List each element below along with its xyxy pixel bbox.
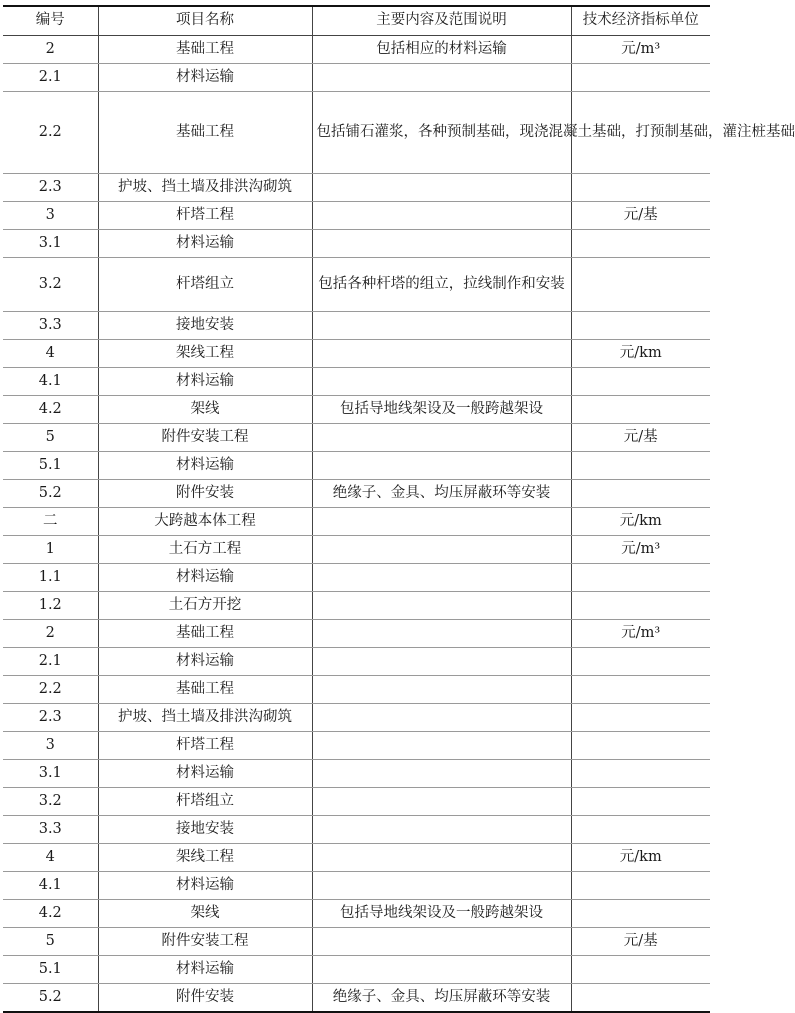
cell-item-name: 架线工程: [98, 844, 312, 872]
cell-unit: [571, 704, 710, 732]
table-row: [3, 91, 710, 173]
cell-item-name: 大跨越本体工程: [98, 508, 312, 536]
table-row: [3, 312, 710, 340]
table-row: [3, 396, 710, 424]
table-row: [3, 424, 710, 452]
cell-unit: [571, 452, 710, 480]
cell-unit: [571, 648, 710, 676]
cell-item-name: 基础工程: [98, 35, 312, 63]
header-item-name: 项目名称: [98, 6, 312, 35]
cell-unit: [571, 676, 710, 704]
cell-description: 包括导地线架设及一般跨越架设: [312, 396, 571, 424]
cell-description: [312, 956, 571, 984]
header-number: 编号: [3, 6, 98, 35]
table-row: [3, 173, 710, 201]
cell-item-name: 土石方工程: [98, 536, 312, 564]
cell-description: [312, 229, 571, 257]
cell-unit: [571, 564, 710, 592]
cell-description: 包括各种杆塔的组立，拉线制作和安装: [312, 257, 571, 312]
table-row: [3, 760, 710, 788]
cell-item-name: 基础工程: [98, 91, 312, 173]
cell-unit: [571, 63, 710, 91]
cell-item-name: 架线: [98, 900, 312, 928]
table-row: [3, 816, 710, 844]
cell-description: [312, 340, 571, 368]
cell-number: 2.2: [3, 91, 98, 173]
cell-unit: [571, 872, 710, 900]
cell-description: [312, 424, 571, 452]
cell-unit: 元/基: [571, 201, 710, 229]
cell-number: 二: [3, 508, 98, 536]
cell-number: 3.1: [3, 760, 98, 788]
cell-unit: [571, 816, 710, 844]
table-row: [3, 844, 710, 872]
table-row: [3, 480, 710, 508]
cell-item-name: 材料运输: [98, 63, 312, 91]
cell-number: 2: [3, 620, 98, 648]
cell-item-name: 材料运输: [98, 452, 312, 480]
table-row: [3, 257, 710, 312]
cell-number: 1.2: [3, 592, 98, 620]
cell-number: 3: [3, 201, 98, 229]
table-row: [3, 564, 710, 592]
cell-description: [312, 816, 571, 844]
cell-description: [312, 452, 571, 480]
cell-number: 1.1: [3, 564, 98, 592]
cell-unit: 元/km: [571, 340, 710, 368]
cell-number: 3: [3, 732, 98, 760]
table-row: [3, 648, 710, 676]
table-row: [3, 368, 710, 396]
cell-unit: [571, 368, 710, 396]
cell-item-name: 护坡、挡土墙及排洪沟砌筑: [98, 173, 312, 201]
cell-description: [312, 788, 571, 816]
cell-item-name: 土石方开挖: [98, 592, 312, 620]
cell-number: 5.2: [3, 480, 98, 508]
cell-item-name: 护坡、挡土墙及排洪沟砌筑: [98, 704, 312, 732]
cell-unit: [571, 480, 710, 508]
cell-item-name: 材料运输: [98, 760, 312, 788]
cell-number: 5.1: [3, 452, 98, 480]
cell-description: 绝缘子、金具、均压屏蔽环等安装: [312, 480, 571, 508]
cell-number: 5: [3, 424, 98, 452]
cell-unit: [571, 788, 710, 816]
table-row: [3, 928, 710, 956]
cell-unit: [571, 312, 710, 340]
cell-item-name: 杆塔组立: [98, 788, 312, 816]
cell-unit: 元/基: [571, 928, 710, 956]
cell-item-name: 基础工程: [98, 676, 312, 704]
table-row: [3, 984, 710, 1013]
cell-description: [312, 732, 571, 760]
cell-description: 绝缘子、金具、均压屏蔽环等安装: [312, 984, 571, 1013]
table-row: [3, 704, 710, 732]
cell-number: 5.1: [3, 956, 98, 984]
cell-item-name: 接地安装: [98, 312, 312, 340]
cell-item-name: 基础工程: [98, 620, 312, 648]
cell-number: 5.2: [3, 984, 98, 1013]
cell-description: [312, 63, 571, 91]
cell-description: [312, 648, 571, 676]
cell-unit: [571, 900, 710, 928]
cell-description: [312, 760, 571, 788]
cell-description: 包括相应的材料运输: [312, 35, 571, 63]
cell-item-name: 杆塔组立: [98, 257, 312, 312]
cell-unit: [571, 956, 710, 984]
cell-unit: [571, 257, 710, 312]
cell-description: [312, 201, 571, 229]
cell-unit: 元/m³: [571, 536, 710, 564]
cell-description: [312, 312, 571, 340]
cell-description: 包括铺石灌浆，各种预制基础，现浇混凝土基础，打预制基础，灌注桩基础: [312, 91, 571, 173]
cell-item-name: 接地安装: [98, 816, 312, 844]
table-row: [3, 592, 710, 620]
table-row: [3, 536, 710, 564]
table-row: [3, 63, 710, 91]
table-row: [3, 900, 710, 928]
cell-number: 3.2: [3, 257, 98, 312]
cell-unit: [571, 396, 710, 424]
cell-description: [312, 508, 571, 536]
cell-item-name: 材料运输: [98, 229, 312, 257]
cell-number: 3.3: [3, 312, 98, 340]
cell-number: 4.1: [3, 368, 98, 396]
cell-number: 2.1: [3, 63, 98, 91]
header-unit: 技术经济指标单位: [571, 6, 710, 35]
cell-number: 3.3: [3, 816, 98, 844]
table-row: [3, 788, 710, 816]
cell-number: 5: [3, 928, 98, 956]
cell-item-name: 附件安装: [98, 984, 312, 1013]
table-row: [3, 452, 710, 480]
cell-number: 3.2: [3, 788, 98, 816]
cell-unit: 元/基: [571, 424, 710, 452]
cell-item-name: 材料运输: [98, 872, 312, 900]
cell-unit: [571, 592, 710, 620]
cell-unit: 元/m³: [571, 35, 710, 63]
header-row: [3, 6, 710, 35]
cell-description: [312, 704, 571, 732]
cell-item-name: 架线工程: [98, 340, 312, 368]
cell-unit: [571, 760, 710, 788]
table-row: [3, 229, 710, 257]
table-row: [3, 956, 710, 984]
cell-item-name: 附件安装: [98, 480, 312, 508]
cell-unit: [571, 984, 710, 1013]
cell-description: [312, 928, 571, 956]
cell-unit: 元/m³: [571, 620, 710, 648]
cell-number: 2.3: [3, 704, 98, 732]
table-row: [3, 676, 710, 704]
table-row: [3, 620, 710, 648]
cell-item-name: 附件安装工程: [98, 424, 312, 452]
table-header: [3, 6, 710, 35]
cell-description: [312, 592, 571, 620]
cell-description: 包括导地线架设及一般跨越架设: [312, 900, 571, 928]
cell-number: 2.1: [3, 648, 98, 676]
cell-unit: [571, 173, 710, 201]
cell-description: [312, 173, 571, 201]
cell-number: 4.1: [3, 872, 98, 900]
cell-item-name: 材料运输: [98, 956, 312, 984]
cell-item-name: 材料运输: [98, 564, 312, 592]
cell-number: 1: [3, 536, 98, 564]
cell-description: [312, 620, 571, 648]
cell-number: 2.3: [3, 173, 98, 201]
table-row: [3, 508, 710, 536]
cell-description: [312, 564, 571, 592]
cell-item-name: 材料运输: [98, 368, 312, 396]
cell-number: 4.2: [3, 900, 98, 928]
table-body: [3, 35, 795, 1012]
cell-number: 3.1: [3, 229, 98, 257]
cell-item-name: 杆塔工程: [98, 732, 312, 760]
table-row: [3, 201, 710, 229]
header-description: 主要内容及范围说明: [312, 6, 571, 35]
cell-unit: [571, 732, 710, 760]
table-row: [3, 35, 710, 63]
cell-item-name: 架线: [98, 396, 312, 424]
cell-item-name: 杆塔工程: [98, 201, 312, 229]
table-row: [3, 732, 710, 760]
table-row: [3, 872, 710, 900]
cell-unit: 元/km: [571, 508, 710, 536]
cell-description: [312, 676, 571, 704]
cell-number: 2.2: [3, 676, 98, 704]
cell-item-name: 材料运输: [98, 648, 312, 676]
cell-number: 2: [3, 35, 98, 63]
cell-item-name: 附件安装工程: [98, 928, 312, 956]
table-row: [3, 340, 710, 368]
cell-unit: [571, 229, 710, 257]
cell-unit: 元/km: [571, 844, 710, 872]
cell-number: 4: [3, 844, 98, 872]
cell-number: 4: [3, 340, 98, 368]
cost-index-table: [3, 5, 795, 1013]
cell-description: [312, 872, 571, 900]
cell-number: 4.2: [3, 396, 98, 424]
cell-description: [312, 368, 571, 396]
cell-description: [312, 536, 571, 564]
cell-description: [312, 844, 571, 872]
